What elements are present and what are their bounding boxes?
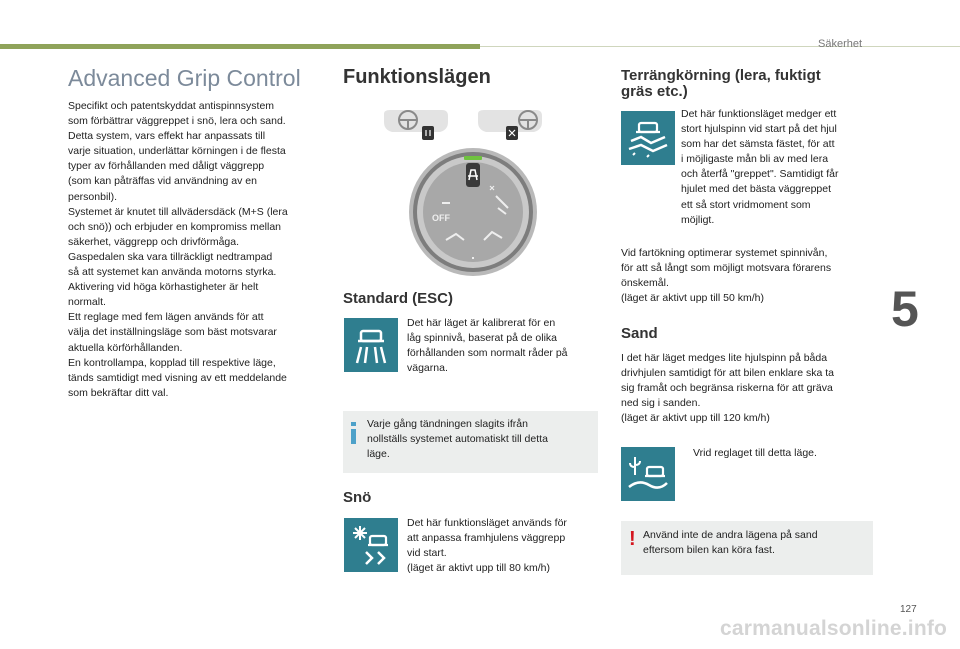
intro-line: som förbättrar väggreppet i snö, lera och sand.: [68, 115, 286, 128]
terrain-line: hjulet med det bästa väggreppet: [681, 183, 832, 196]
intro-line: Systemet är knutet till allvädersdäck (M+S (lera: [68, 205, 288, 218]
watermark: carmanualsonline.info: [720, 617, 948, 640]
terrain-line: ett så stort vridmoment som: [681, 198, 811, 211]
sand-line: drivhjulen samtidigt för att bilen enklare ska ta: [621, 367, 835, 380]
standard-line: Det här läget är kalibrerat för en: [407, 317, 556, 329]
sand-instruction-row: [685, 446, 875, 462]
header-accent-bar: [0, 44, 480, 49]
intro-line: varje situation, underlättar körningen i de flesta: [68, 145, 286, 158]
intro-line: tänds samtidigt med visning av ett meddelande: [68, 371, 287, 384]
intro-line: som bekräftar ditt val.: [68, 386, 169, 399]
dial-off-label: OFF: [432, 213, 450, 223]
standard-line: låg spinnivå, baserat på de olika: [407, 332, 558, 345]
sand-line: I det här läget medges lite hjulspinn på båda: [621, 352, 828, 364]
chapter-number: 5: [891, 281, 919, 337]
intro-line: personbil).: [68, 190, 118, 203]
terrain-extra-line: Vid fartökning optimerar systemet spinnivån,: [621, 247, 828, 259]
terrain-extra: [621, 246, 881, 306]
intro-line: En kontrollampa, kopplad till respektive läge,: [68, 356, 276, 369]
terrain-title-line: gräs etc.): [621, 83, 688, 100]
terrain-line: möjligt.: [681, 213, 715, 226]
mud-lamp-panel: [478, 110, 542, 140]
intro-title: Advanced Grip Control: [68, 65, 301, 91]
standard-lamp-panel: [384, 110, 448, 140]
terrain-line: som har det sämsta fästet, för att: [681, 138, 835, 151]
snow-line: vid start.: [407, 547, 447, 560]
terrain-extra-line: önskemål.: [621, 277, 669, 290]
terrain-extra-line: (läget är aktivt upp till 50 km/h): [621, 292, 764, 305]
terrain-line: och återfå "greppet". Samtidigt får: [681, 168, 839, 181]
header-rule: [480, 46, 960, 47]
warning-line: Använd inte de andra lägena på sand: [643, 529, 818, 541]
intro-line: Gaspedalen ska vara tillräckligt nedtrampad: [68, 250, 273, 263]
intro-line: normalt.: [68, 296, 106, 309]
esc-road-car-icon: [344, 318, 398, 372]
warning-line: eftersom bilen kan köra fast.: [643, 544, 775, 557]
page-number: 127: [900, 604, 917, 615]
sand-line: (läget är aktivt upp till 120 km/h): [621, 412, 770, 425]
intro-line: (som kan påträffas vid användning av en: [68, 175, 257, 188]
mud-mode-icon: [621, 111, 675, 165]
snow-mode-icon: [344, 518, 398, 572]
intro-line: aktuella körförhållanden.: [68, 341, 183, 354]
sand-title: Sand: [621, 325, 658, 342]
snow-description: [407, 516, 597, 576]
terrain-line: stort hjulspinn vid start på det hjul: [681, 123, 837, 136]
intro-line: Specifikt och patentskyddat antispinnsystem: [68, 100, 275, 112]
terrain-title-line: Terrängkörning (lera, fuktigt: [621, 67, 821, 84]
snow-line: att anpassa framhjulens väggrepp: [407, 532, 566, 545]
intro-body: [68, 99, 328, 401]
section-title: Säkerhet: [818, 38, 863, 50]
terrain-extra-line: för att så långt som möjligt motsvara förarens: [621, 262, 832, 275]
standard-line: förhållanden som normalt råder på: [407, 347, 568, 360]
intro-line: välja det inställningsläge som bäst motsvarar: [68, 326, 277, 339]
terrain-line: i möjligaste mån bli av med lera: [681, 153, 829, 166]
intro-line: Aktivering vid höga körhastigheter är helt: [68, 281, 259, 294]
sand-description: [621, 351, 881, 426]
intro-line: och snö)) och erbjuder en kompromiss mellan: [68, 220, 282, 233]
terrain-title: [621, 68, 861, 100]
warning-icon: !: [629, 528, 636, 550]
sand-mode-icon: [621, 447, 675, 501]
standard-description: [407, 316, 597, 376]
intro-line: typer av förhållanden med dåligt väggrepp: [68, 160, 265, 173]
terrain-line: Det här funktionsläget medger ett: [681, 108, 837, 120]
terrain-description: [681, 107, 871, 228]
standard-line: vägarna.: [407, 362, 448, 375]
sand-line: sig framåt och begränsa riskerna för att gräva: [621, 382, 833, 395]
intro-line: säkerhet, väggrepp och drivförmåga.: [68, 235, 240, 248]
intro-line: Ett reglage med fem lägen används för att: [68, 311, 264, 324]
modes-title: Funktionslägen: [343, 66, 491, 88]
sand-instruction: Vrid reglaget till detta läge.: [693, 447, 817, 459]
snow-title: Snö: [343, 489, 372, 506]
info-line: läge.: [367, 448, 390, 461]
warning-note: [621, 521, 873, 575]
snow-line: (läget är aktivt upp till 80 km/h): [407, 562, 550, 575]
mode-selector-dial: [409, 148, 537, 276]
info-line: Varje gång tändningen slagits ifrån: [367, 418, 528, 430]
intro-line: så att systemet kan använda motorns styrka.: [68, 266, 277, 279]
intro-line: Detta system, vars effekt har anpassats till: [68, 130, 266, 143]
info-line: nollställs systemet automatiskt till detta: [367, 433, 548, 446]
info-icon: [349, 421, 359, 445]
mode-dial-illustration: [380, 108, 566, 284]
sand-line: ned sig i sanden.: [621, 397, 701, 410]
snow-line: Det här funktionsläget används för: [407, 517, 567, 529]
info-note: [343, 411, 598, 473]
standard-title: Standard (ESC): [343, 290, 454, 307]
